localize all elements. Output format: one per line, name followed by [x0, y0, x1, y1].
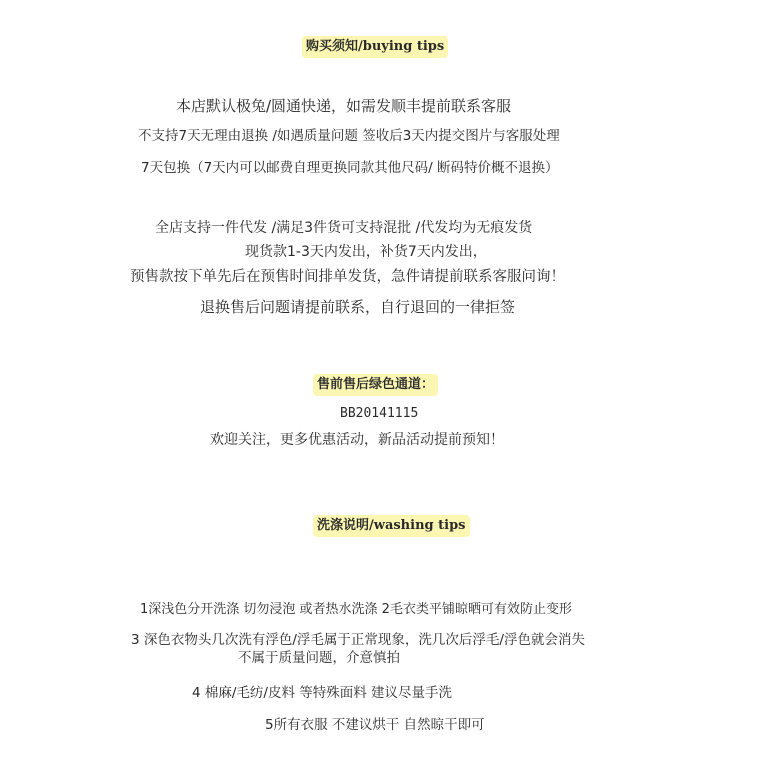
presale-note: 预售款按下单先后在预售时间排单发货，急件请提前联系客服问询！ [130, 269, 565, 285]
washing-tips-heading [313, 515, 470, 537]
service-channel-title: 售前售后绿色通道： [313, 374, 438, 396]
washing-tip-1-2: 1深浅色分开洗涤 切勿浸泡 或者热水洗涤 2毛衣类平铺晾晒可有效防止变形 [140, 602, 572, 617]
washing-tip-4: 4 棉麻/毛纺/皮料 等特殊面料 建议尽量手洗 [192, 685, 453, 701]
shipping-courier-note: 本店默认极兔/圆通快递，如需发顺丰提前联系客服 [176, 97, 512, 115]
washing-tip-3-main: 3 深色衣物头几次洗有浮色/浮毛属于正常现象，洗几次后浮毛/浮色就会消失 [131, 632, 585, 648]
buying-tips-heading [302, 36, 448, 58]
after-sale-note: 退换售后问题请提前联系，自行退回的一律拒签 [200, 298, 516, 316]
return-policy-note: 不支持7天无理由退换 /如遇质量问题 签收后3天内提交图片与客服处理 [138, 128, 560, 144]
exchange-policy-note: 7天包换（7天内可以邮费自理更换同款其他尺码/ 断码特价概不退换） [141, 160, 559, 176]
service-channel-heading [313, 374, 438, 396]
washing-tip-3-continued: 不属于质量问题，介意慎拍 [238, 650, 400, 666]
dropship-note: 全店支持一件代发 /满足3件货可支持混批 /代发均为无痕发货 [155, 220, 533, 236]
in-stock-shipping-note: 现货款1-3天内发出，补货7天内发出， [245, 244, 487, 260]
washing-tip-5: 5所有衣服 不建议烘干 自然晾干即可 [265, 717, 485, 733]
washing-tips-title: 洗涤说明/washing tips [313, 515, 470, 537]
welcome-note: 欢迎关注，更多优惠活动，新品活动提前预知！ [210, 432, 504, 448]
service-code: BB20141115 [340, 406, 419, 421]
buying-tips-title: 购买须知/buying tips [302, 36, 448, 58]
